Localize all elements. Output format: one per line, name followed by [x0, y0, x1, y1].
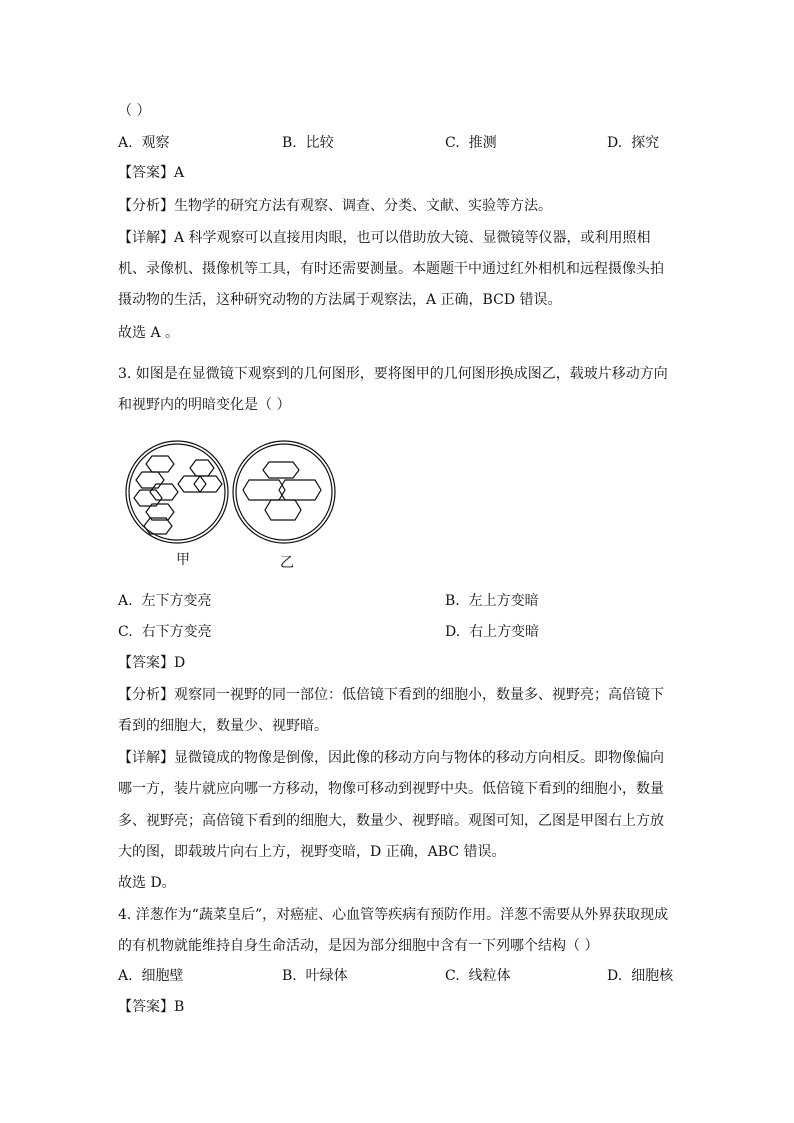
- q2-paren: （ ）: [118, 103, 151, 119]
- q3-choose: 故选 D。: [118, 875, 176, 891]
- q3-analysis-line-1: 【分析】观察同一视野的同一部位：低倍镜下看到的细胞小，数量多、视野亮；高倍镜下: [118, 687, 664, 703]
- q3-stem-line-2: 和视野内的明暗变化是（ ）: [118, 397, 291, 413]
- q4-stem-line-2: 的有机物就能维持自身生命活动，是因为部分细胞中含有一下列哪个结构（ ）: [118, 938, 599, 954]
- q2-option-d: D. 探究: [607, 135, 660, 151]
- q2-detail-line-3: 摄动物的生活，这种研究动物的方法属于观察法，A 正确，BCD 错误。: [118, 292, 562, 308]
- q2-answer: 【答案】A: [118, 165, 185, 181]
- q4-option-a: A. 细胞壁: [118, 968, 184, 984]
- figure-label-yi: 乙: [280, 555, 294, 571]
- q4-option-c: C. 线粒体: [445, 968, 511, 984]
- figure-label-jia: 甲: [176, 552, 190, 568]
- microscope-figure: [118, 440, 338, 580]
- q2-choose: 故选 A 。: [118, 325, 180, 341]
- q3-detail-line-3: 多、视野亮；高倍镜下看到的细胞大，数量少、视野暗。观图可知，乙图是甲图右上方放: [118, 813, 664, 829]
- yi-hexagons: [243, 462, 321, 520]
- q4-answer: 【答案】B: [118, 999, 185, 1015]
- q4-option-b: B. 叶绿体: [282, 968, 348, 984]
- q3-answer: 【答案】D: [118, 655, 186, 671]
- q4-option-d: D. 细胞核: [607, 968, 674, 984]
- q2-option-b: B. 比较: [282, 135, 334, 151]
- q2-detail-line-1: 【详解】A 科学观察可以直接用肉眼，也可以借助放大镜、显微镜等仪器，或利用照相: [118, 230, 651, 246]
- q3-option-a: A. 左下方变亮: [118, 593, 212, 609]
- q2-detail-line-2: 机、录像机、摄像机等工具，有时还需要测量。本题题干中通过红外相机和远程摄像头拍: [118, 261, 664, 277]
- q2-analysis: 【分析】生物学的研究方法有观察、调查、分类、文献、实验等方法。: [118, 198, 552, 214]
- q3-detail-line-4: 大的图，即载玻片向右上方，视野变暗，D 正确，ABC 错误。: [118, 844, 506, 860]
- q2-option-c: C. 推测: [445, 135, 497, 151]
- q4-stem-line-1: 4. 洋葱作为“蔬菜皇后”，对癌症、心血管等疾病有预防作用。洋葱不需要从外界获取现成: [118, 907, 669, 923]
- q3-detail-line-1: 【详解】显微镜成的物像是倒像，因此像的移动方向与物体的移动方向相反。即物像偏向: [118, 750, 664, 766]
- q3-option-d: D. 右上方变暗: [445, 624, 540, 640]
- q3-stem-line-1: 3. 如图是在显微镜下观察到的几何图形，要将图甲的几何图形换成图乙，载玻片移动方向: [118, 366, 668, 382]
- q3-detail-line-2: 哪一方，装片就应向哪一方移动，物像可移动到视野中央。低倍镜下看到的细胞小，数量: [118, 781, 664, 797]
- q2-option-a: A. 观察: [118, 135, 170, 151]
- q3-analysis-line-2: 看到的细胞大，数量少、视野暗。: [118, 718, 328, 734]
- jia-hexagons: [134, 456, 222, 534]
- q3-option-c: C. 右下方变亮: [118, 624, 212, 640]
- q3-option-b: B. 左上方变暗: [445, 593, 539, 609]
